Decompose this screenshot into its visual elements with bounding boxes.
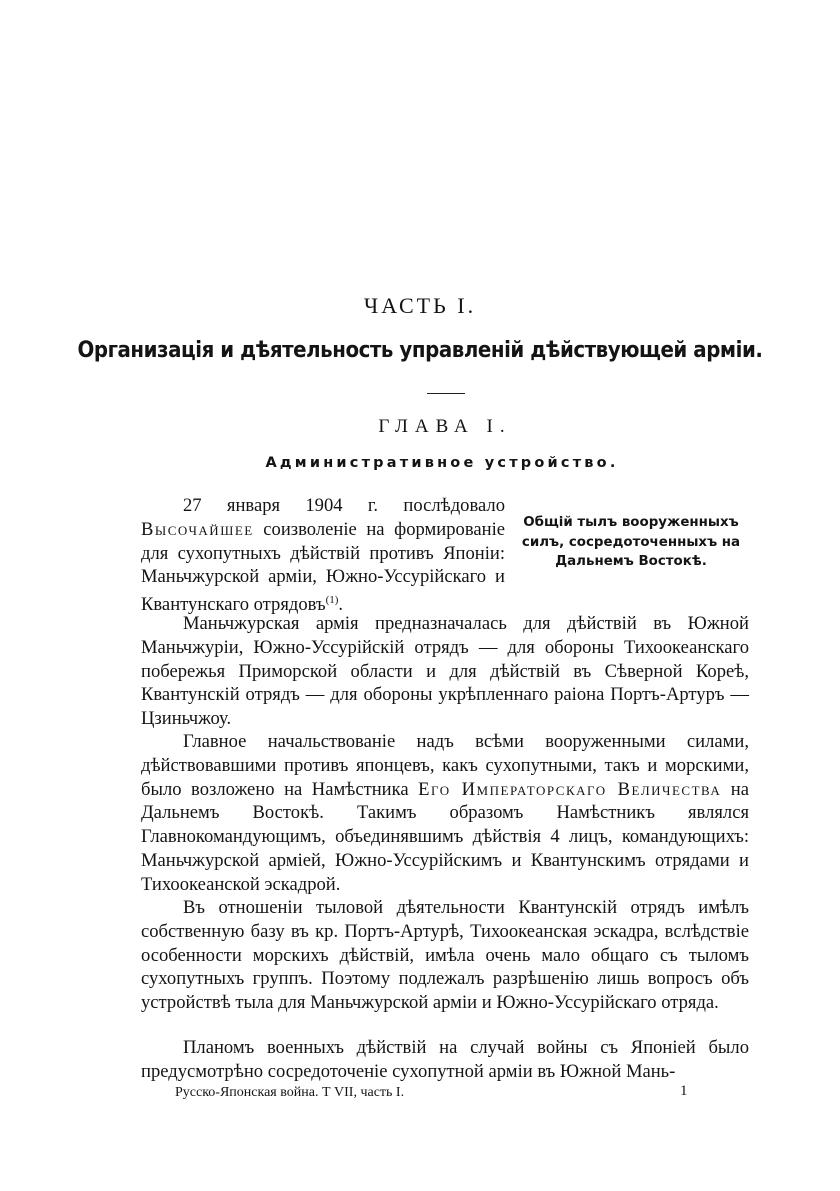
part-title: ЧАСТЬ I. (363, 293, 477, 318)
heading-divider (427, 393, 465, 394)
paragraph-2: Маньчжурская армія предназначалась для дѣйствій въ Южной Маньчжуріи, Южно-Уссурійскій отрядъ — для обороны Тихоокеанскаго побережья Приморской области и для дѣйствій въ Сѣверной Кореѣ, Квантунскій отрядъ — для обороны укрѣпленнаго раіона Портъ-Артуръ — Цзиньчжоу. (141, 613, 749, 730)
paragraph-5: Планомъ военныхъ дѣйствій на случай войны съ Японіей было предусмотрѣно сосредоточеніе сухопутной арміи въ Южной Мань- (141, 1037, 749, 1082)
paragraph-3-end: на Дальнемъ Востокѣ. Такимъ образомъ Намѣстникъ являлся Главнокомандующимъ, объединявшимъ дѣйствія 4 лицъ, командующихъ: Маньчжурской арміей, Южно-Уссурійскимъ и Квантунскимъ отрядами и Тихоокеанской эскадрой. (141, 778, 749, 895)
paragraph-1-end: соизволеніе на формированіе для сухопутныхъ дѣйствій противъ Японіи: Маньчжурской арміи, Южно-Уссурійскаго и Квантунскаго отрядовъ (141, 518, 505, 616)
chapter-title: ГЛАВА I. (378, 416, 512, 437)
paragraph-1-tail: . (338, 594, 344, 616)
footnote-marker: (1) (325, 594, 339, 607)
page-number: 1 (680, 1083, 688, 1099)
paragraph-1-start: 27 января 1904 г. послѣдовало (183, 495, 505, 516)
main-heading: Организація и дѣятельность управленій дѣйствующей арміи. (77, 338, 763, 363)
margin-note: Общій тылъ вооруженныхъ силъ, сосредоточенныхъ на Дальнемъ Востокѣ. (521, 515, 741, 569)
paragraph-3 (141, 730, 749, 897)
paragraph-3-start: Главное начальствованіе надъ всѣми вооруженными силами, дѣйствовавшими противъ японцевъ, какъ сухопутными, такъ и морскими, было возложено на Намѣстника (141, 731, 749, 800)
footer-source: Русско-Японская война. Т VII, часть I. (175, 1085, 405, 1100)
chapter-subtitle: Административное устройство. (265, 455, 619, 471)
paragraph-1-emphasis: Высочайшее (141, 518, 254, 540)
paragraph-4: Въ отношеніи тыловой дѣятельности Квантунскій отрядъ имѣлъ собственную базу въ кр. Портъ-Артурѣ, Тихоокеанская эскадра, вслѣдствіе особенности морскихъ дѣйствій, имѣла очень мало общаго съ тыломъ сухопутныхъ группъ. Поэтому подлежалъ разрѣшенію лишь вопросъ объ устройствѣ тыла для Маньчжурской арміи и Южно-Уссурійскаго отряда. (141, 897, 749, 1014)
paragraph-3-emphasis: Его Императорскаго Величества (418, 778, 722, 800)
paragraph-1 (141, 494, 505, 617)
